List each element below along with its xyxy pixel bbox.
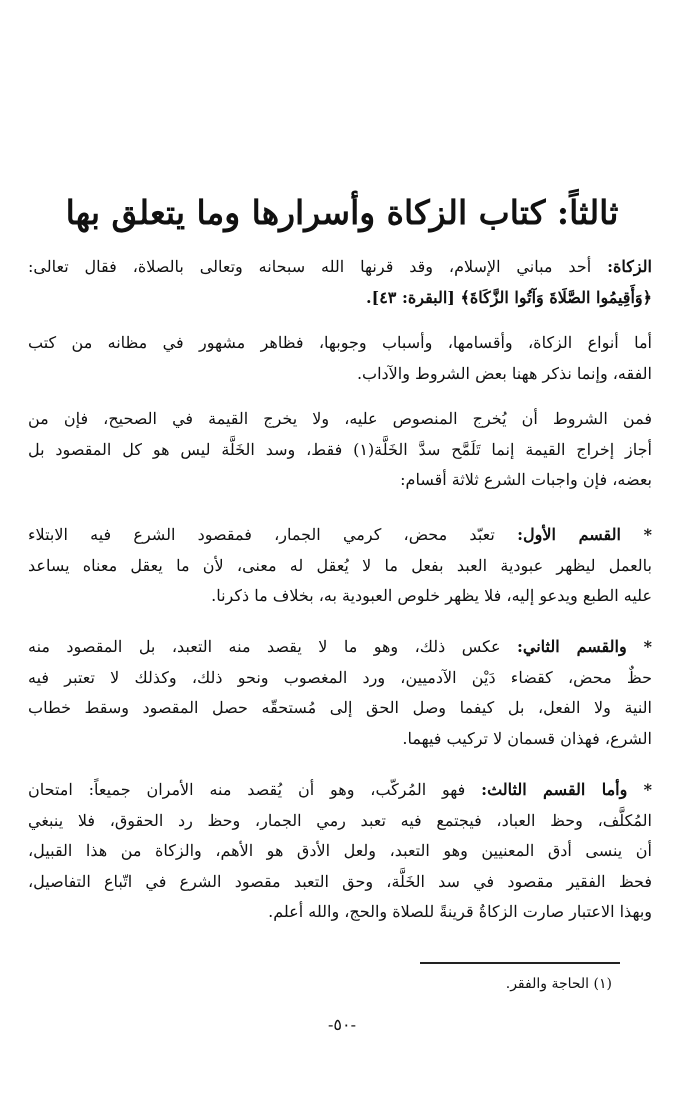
term-zakat: الزكاة: [607,257,652,276]
category-label: * القسم الأول: [517,525,652,544]
paragraph-line: وبهذا الاعتبار صارت الزكاةُ قرينةً للصلاة والحج، والله أعلم. [268,902,652,921]
paragraph-zakat-definition [28,252,652,313]
paragraph-line: حظٌ محض، كقضاء دَيْن الآدميين، ورد المغصوب ونحو ذلك، وكذلك لا تعتبر فيه [28,667,652,687]
paragraph-line: فمن الشروط أن يُخرج المنصوص عليه، ولا يخرج القيمة في الصحيح، فإن من [28,409,652,428]
paragraph-line: عليه الطبع ويدعو إليه، فلا يظهر خلوص العبودية به، بخلاف ما ذكرنا. [211,586,652,605]
paragraph-line: الزكاة: أحد مباني الإسلام، وقد قرنها الله سبحانه وتعالى بالصلاة، فقال تعالى: [28,257,652,276]
category-label: * وأما القسم الثالث: [481,780,652,799]
paragraph-line: أما أنواع الزكاة، وأقسامها، وأسباب وجوبها، فظاهر مشهور في مظانه من كتب [28,333,652,352]
paragraph-line: بالعمل ليظهر عبودية العبد بفعل ما لا يُعقل له معنى، لأن ما يعقل معناه يساعد [28,555,652,575]
paragraph-line: بعضه، فإن واجبات الشرع ثلاثة أقسام: [400,470,652,489]
paragraph-conditions [28,404,652,496]
paragraph-third-category [28,775,652,928]
paragraph-line: الشرع، فهذان قسمان لا تركيب فيهما. [402,728,652,748]
paragraph-line: * والقسم الثاني: عكس ذلك، وهو ما لا يقصد منه التعبد، بل المقصود منه [28,637,652,656]
page-number: -٥٠- [328,1015,356,1034]
paragraph-types [28,328,652,389]
paragraph-second-category [28,632,652,754]
paragraph-line: المُكلَّف، وحظ العباد، فيجتمع فيه تعبد رمي الجمار، وحظ رد الحقوق، فلا ينبغي [28,810,652,830]
paragraph-line: أن ينسى أدق المعنيين وهو التعبد، ولعل الأدق هو الأهم، والزكاة من هذا القبيل، [28,841,652,860]
paragraph-first-category [28,520,652,612]
paragraph-line: * القسم الأول: تعبّد محض، كرمي الجمار، فمقصود الشرع فيه الابتلاء [28,525,652,544]
section-heading: ثالثاً: كتاب الزكاة وأسرارها وما يتعلق بها [65,193,619,232]
paragraph-line: فحظ الفقير مقصود في سد الخَلَّة، وحق التعبد مقصود الشرع في اتّباع التفاصيل، [28,871,652,891]
paragraph-line: الفقه، وإنما نذكر ههنا بعض الشروط والآداب. [356,363,652,383]
paragraph-line: * وأما القسم الثالث: فهو المُركّب، وهو أن يُقصد منه الأمران جميعاً: امتحان [28,780,652,799]
paragraph-line: أجاز إخراج القيمة إنما تَلَمَّح سدَّ الخَلَّة(١) فقط، وسد الخَلَّة ليس هو كل المقصود بل [28,439,652,459]
paragraph-line: النية ولا الفعل، بل كيفما وصل الحق إلى مُستحقّه حصل المقصود وسقط خطاب [28,698,652,717]
footnote: (١) الحاجة والفقر. [505,976,612,992]
footnote-divider [420,962,620,964]
quran-verse: ﴿وَأَقِيمُوا الصَّلَاةَ وَآتُوا الزَّكَاةَ﴾ [البقرة: ٤٣]. [366,287,652,307]
category-label: * والقسم الثاني: [516,637,652,656]
